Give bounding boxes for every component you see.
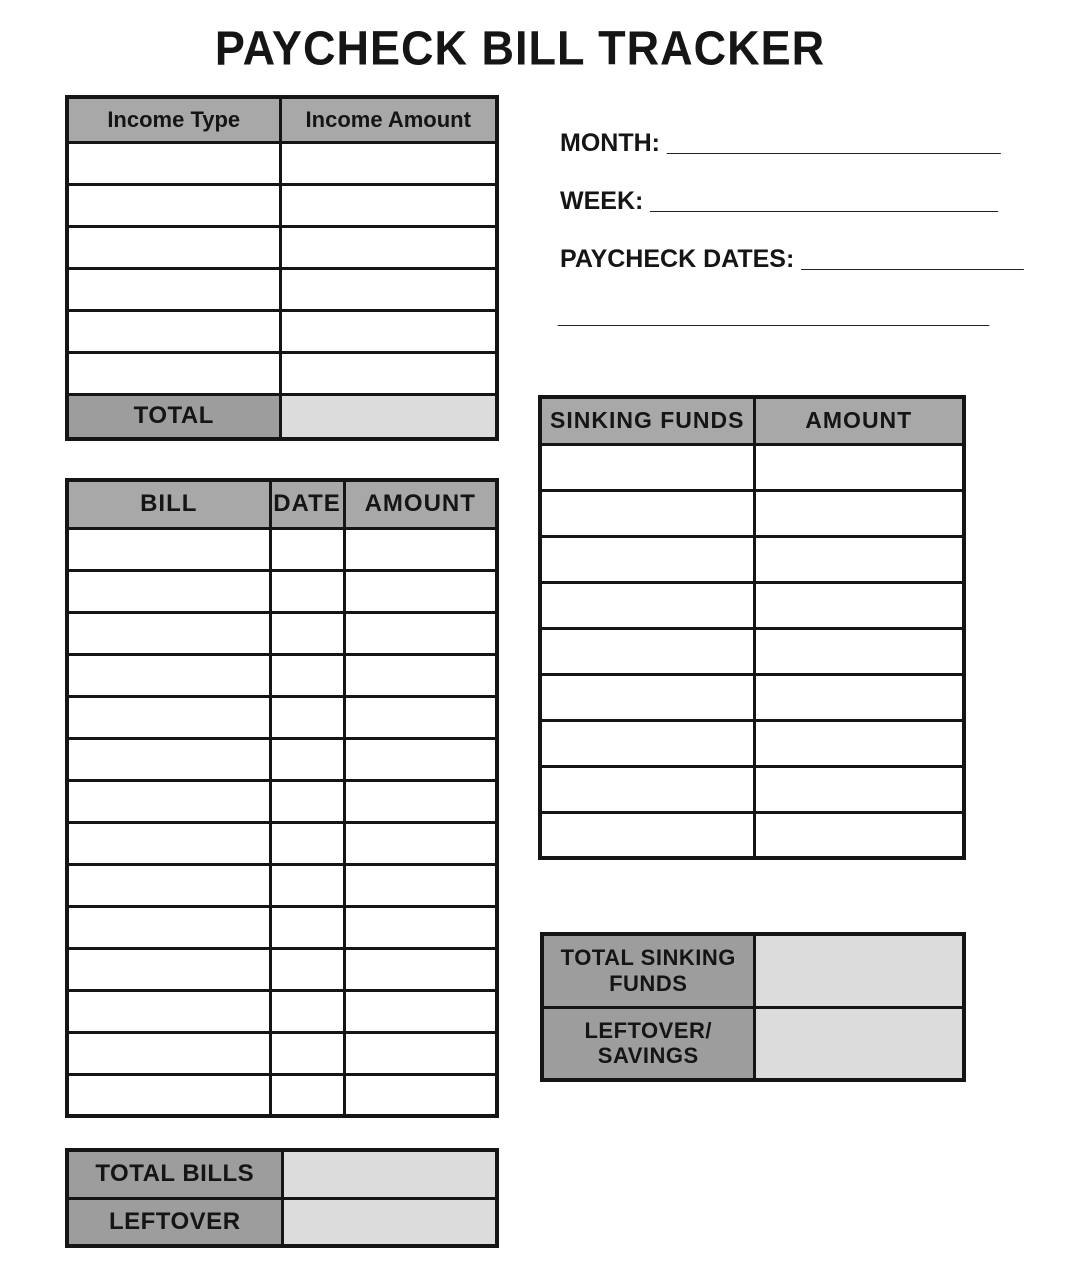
month-blank-line[interactable]: ________________________ (666, 129, 1001, 157)
sinking-amount-cell[interactable] (754, 674, 964, 720)
bill-date-cell[interactable] (270, 654, 344, 696)
total-bills-value-cell[interactable] (282, 1150, 497, 1198)
sinking-amount-cell[interactable] (754, 766, 964, 812)
amount-header: AMOUNT (344, 480, 497, 528)
bill-row (67, 696, 497, 738)
bill-name-cell[interactable] (67, 696, 270, 738)
sinking-fund-cell[interactable] (540, 766, 754, 812)
week-label: WEEK: (560, 187, 644, 215)
sinking-fund-row (540, 812, 964, 858)
bill-date-cell[interactable] (270, 1032, 344, 1074)
income-type-cell[interactable] (67, 310, 280, 352)
bill-row (67, 906, 497, 948)
income-amount-cell[interactable] (280, 184, 497, 226)
bill-row (67, 570, 497, 612)
sinking-fund-row (540, 444, 964, 490)
sinking-fund-cell[interactable] (540, 628, 754, 674)
bill-row (67, 822, 497, 864)
leftover-savings-label: LEFTOVER/ SAVINGS (542, 1007, 754, 1080)
bill-date-cell[interactable] (270, 570, 344, 612)
income-type-cell[interactable] (67, 142, 280, 184)
bill-amount-cell[interactable] (344, 864, 497, 906)
bill-row (67, 948, 497, 990)
bill-row (67, 1074, 497, 1116)
sinking-fund-cell[interactable] (540, 812, 754, 858)
sinking-fund-cell[interactable] (540, 582, 754, 628)
bill-name-cell[interactable] (67, 822, 270, 864)
bill-name-cell[interactable] (67, 528, 270, 570)
bill-row (67, 1032, 497, 1074)
bill-date-cell[interactable] (270, 738, 344, 780)
sinking-fund-cell[interactable] (540, 720, 754, 766)
bill-amount-cell[interactable] (344, 990, 497, 1032)
bill-date-cell[interactable] (270, 864, 344, 906)
bill-header: BILL (67, 480, 270, 528)
sinking-fund-row (540, 674, 964, 720)
bill-amount-cell[interactable] (344, 696, 497, 738)
bill-row (67, 654, 497, 696)
sinking-amount-cell[interactable] (754, 444, 964, 490)
sinking-fund-row (540, 720, 964, 766)
bill-name-cell[interactable] (67, 570, 270, 612)
bill-date-cell[interactable] (270, 822, 344, 864)
bill-amount-cell[interactable] (344, 948, 497, 990)
week-blank-line[interactable]: _________________________ (650, 187, 998, 215)
income-row (67, 352, 497, 394)
income-row (67, 268, 497, 310)
bill-row (67, 612, 497, 654)
sinking-table-header-row (540, 397, 964, 444)
income-table-header-row (67, 97, 497, 142)
bill-date-cell[interactable] (270, 948, 344, 990)
bill-name-cell[interactable] (67, 864, 270, 906)
paycheck-dates-field (560, 245, 1024, 274)
total-sinking-funds-value-cell[interactable] (754, 934, 964, 1007)
sinking-amount-cell[interactable] (754, 582, 964, 628)
bill-name-cell[interactable] (67, 738, 270, 780)
sinking-fund-cell[interactable] (540, 536, 754, 582)
month-label: MONTH: (560, 129, 660, 157)
bill-amount-cell[interactable] (344, 1074, 497, 1116)
income-type-cell[interactable] (67, 184, 280, 226)
bill-date-cell[interactable] (270, 612, 344, 654)
leftover-savings-row (542, 1007, 964, 1080)
leftover-savings-value-cell[interactable] (754, 1007, 964, 1080)
sinking-fund-row (540, 490, 964, 536)
sinking-fund-cell[interactable] (540, 674, 754, 720)
sinking-amount-cell[interactable] (754, 628, 964, 674)
income-amount-cell[interactable] (280, 268, 497, 310)
sinking-amount-header: AMOUNT (754, 397, 964, 444)
sinking-amount-cell[interactable] (754, 536, 964, 582)
bill-amount-cell[interactable] (344, 528, 497, 570)
sinking-fund-cell[interactable] (540, 490, 754, 536)
sinking-funds-table (538, 395, 966, 860)
bill-table-header-row (67, 480, 497, 528)
income-amount-header: Income Amount (280, 97, 497, 142)
sinking-amount-cell[interactable] (754, 720, 964, 766)
bill-amount-cell[interactable] (344, 654, 497, 696)
income-row (67, 226, 497, 268)
bill-amount-cell[interactable] (344, 822, 497, 864)
income-amount-cell[interactable] (280, 226, 497, 268)
total-bills-label: TOTAL BILLS (67, 1150, 282, 1198)
total-bills-row (67, 1150, 497, 1198)
sinking-fund-row (540, 766, 964, 812)
income-row (67, 310, 497, 352)
bill-amount-cell[interactable] (344, 1032, 497, 1074)
bill-name-cell[interactable] (67, 948, 270, 990)
total-sinking-funds-row (542, 934, 964, 1007)
income-total-value-cell[interactable] (280, 394, 497, 439)
income-total-label: TOTAL (67, 394, 280, 439)
sinking-fund-row (540, 536, 964, 582)
bill-name-cell[interactable] (67, 780, 270, 822)
paycheck-dates-label: PAYCHECK DATES: (560, 245, 795, 273)
sinking-funds-header: SINKING FUNDS (540, 397, 754, 444)
bill-amount-cell[interactable] (344, 738, 497, 780)
bill-date-cell[interactable] (270, 906, 344, 948)
bill-row (67, 990, 497, 1032)
date-header: DATE (270, 480, 344, 528)
leftover-label: LEFTOVER (67, 1198, 282, 1246)
bill-row (67, 738, 497, 780)
sinking-amount-cell[interactable] (754, 490, 964, 536)
bill-name-cell[interactable] (67, 612, 270, 654)
bill-date-cell[interactable] (270, 528, 344, 570)
bill-date-cell[interactable] (270, 1074, 344, 1116)
bill-date-cell[interactable] (270, 696, 344, 738)
bill-amount-cell[interactable] (344, 612, 497, 654)
income-total-row (67, 394, 497, 439)
leftover-value-cell[interactable] (282, 1198, 497, 1246)
sinking-totals-table (540, 932, 966, 1082)
income-amount-cell[interactable] (280, 310, 497, 352)
bill-table (65, 478, 499, 1118)
bill-row (67, 780, 497, 822)
income-type-cell[interactable] (67, 226, 280, 268)
income-type-cell[interactable] (67, 352, 280, 394)
sinking-amount-cell[interactable] (754, 812, 964, 858)
bill-name-cell[interactable] (67, 1074, 270, 1116)
income-amount-cell[interactable] (280, 142, 497, 184)
sinking-fund-cell[interactable] (540, 444, 754, 490)
bill-totals-table (65, 1148, 499, 1248)
income-row (67, 184, 497, 226)
paycheck-dates-extra-field (558, 301, 989, 330)
income-row (67, 142, 497, 184)
paycheck-dates-blank-line[interactable]: ________________ (801, 245, 1024, 273)
bill-name-cell[interactable] (67, 906, 270, 948)
income-type-cell[interactable] (67, 268, 280, 310)
sinking-fund-row (540, 582, 964, 628)
sinking-fund-row (540, 628, 964, 674)
bill-name-cell[interactable] (67, 654, 270, 696)
bill-name-cell[interactable] (67, 1032, 270, 1074)
bill-date-cell[interactable] (270, 990, 344, 1032)
income-amount-cell[interactable] (280, 352, 497, 394)
bill-row (67, 528, 497, 570)
bill-name-cell[interactable] (67, 990, 270, 1032)
income-table (65, 95, 499, 441)
income-type-header: Income Type (67, 97, 280, 142)
total-sinking-funds-label: TOTAL SINKING FUNDS (542, 934, 754, 1007)
bill-amount-cell[interactable] (344, 906, 497, 948)
bill-amount-cell[interactable] (344, 570, 497, 612)
paycheck-dates-extra-blank-line[interactable]: _______________________________ (558, 301, 990, 329)
bill-row (67, 864, 497, 906)
leftover-row (67, 1198, 497, 1246)
bill-date-cell[interactable] (270, 780, 344, 822)
week-field (560, 187, 998, 216)
month-field (560, 129, 1001, 158)
bill-amount-cell[interactable] (344, 780, 497, 822)
page-title: PAYCHECK BILL TRACKER (214, 20, 826, 76)
